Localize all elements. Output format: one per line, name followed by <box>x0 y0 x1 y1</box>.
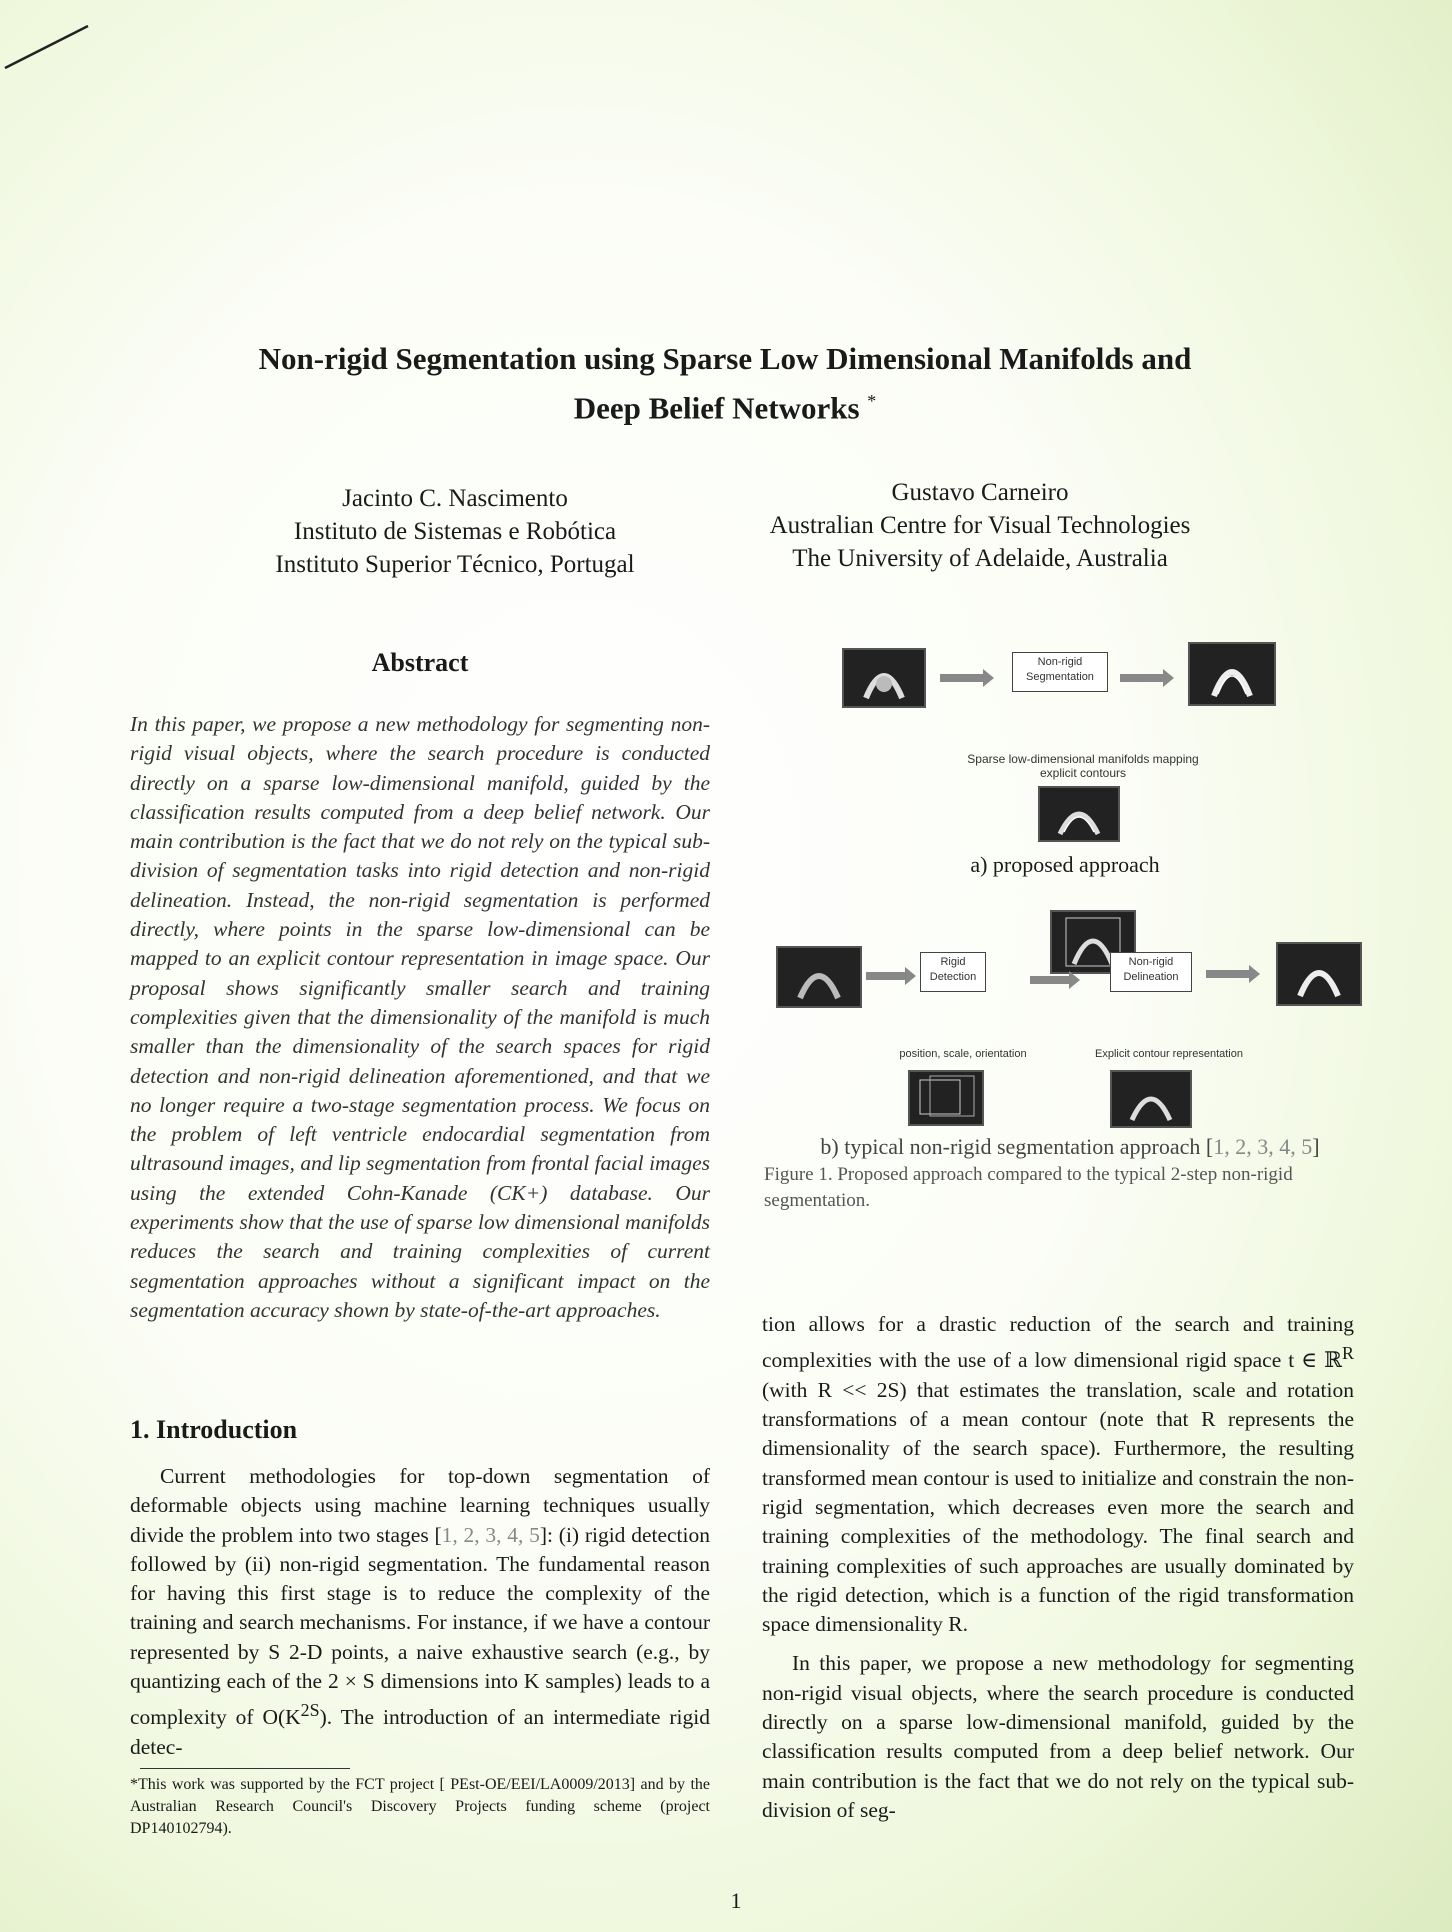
nonrigid-delineation-box: Non-rigid Delineation <box>1110 952 1192 992</box>
author-affiliation: Instituto Superior Técnico, Portugal <box>275 551 635 578</box>
paragraph: In this paper, we propose a new methodology for segmenting non-rigid visual objects, where the search procedure is conducted directly on a sparse low-dimensional manifold, guided by the classification results computed from a deep belief network. Our main contribution is the fact that we do not rely on the typical sub-division of seg- <box>762 1651 1354 1822</box>
author-affiliation: Instituto de Sistemas e Robótica <box>293 518 617 545</box>
introduction-text <box>130 1462 710 1762</box>
rigid-detection-box: Rigid Detection <box>920 952 986 992</box>
explicit-contour-label: Explicit contour representation <box>1095 1048 1243 1060</box>
manifold-label: Sparse low-dimensional manifolds mapping explicit contours <box>967 752 1199 780</box>
author-block-2 <box>710 476 1250 575</box>
abstract-text: In this paper, we propose a new methodology for segmenting non-rigid visual objects, where the search procedure is conducted directly on a sparse low-dimensional manifold, guided by the classification results computed from a deep belief network. Our main contribution is the fact that we do not rely on the typical sub-division of segmentation tasks into rigid detection and non-rigid delineation. Instead, the non-rigid segmentation is performed directly, where points in the sparse low-dimensional can be mapped to an explicit contour representation in image space. Our proposal shows significantly smaller search and training complexities given that the dimensionality of the manifold is much smaller than the dimensionality of the search spaces for rigid detection and non-rigid delineation aforementioned, and that we no longer require a two-stage segmentation process. We focus on the problem of left ventricle endocardial segmentation from ultrasound images, and lip segmentation from frontal facial images using the extended Cohn-Kanade (CK+) database. Our experiments show that the use of sparse low dimensional manifolds reduces the search and training complexities of current segmentation approaches without a significant impact on the segmentation accuracy shown by state-of-the-art approaches. <box>130 712 710 1322</box>
author-name: Jacinto C. Nascimento <box>342 485 568 512</box>
title-footnote-mark: * <box>867 391 877 411</box>
paragraph: tion allows for a drastic reduction of the search and training complexities with the use of a low dimensional rigid space t ∈ ℝ$^R$ (with R << 2S) that estimates the translation, scale and rotation transformations of a mean contour (note that R represents the dimensionality of the search space). Furthermore, the resulting transformed mean contour is used to initialize and constrain the non-rigid segmentation, which decreases even more the search and training complexities of the methodology. The final search and training complexities of such approaches are usually dominated by the rigid detection, which is a function of the rigid transformation space dimensionality R. <box>762 1312 1354 1637</box>
intro-paragraph: Current methodologies for top-down segmentation of deformable objects using machine learning techniques usually divide the problem into two stages [1, 2, 3, 4, 5]: (i) rigid detection followed by (ii) non-rigid segmentation. The fundamental reason for having this first stage is to reduce the complexity of the training and search mechanisms. For instance, if we have a contour represented by S 2-D points, a naive exhaustive search (e.g., by quantizing each of the 2 × S dimensions into K samples) leads to a complexity of $O(K^{2S})$. The introduction of an intermediate rigid detec- <box>130 1464 710 1759</box>
section-heading-introduction: 1. Introduction <box>130 1415 298 1444</box>
page-number: 1 <box>730 1888 742 1913</box>
manifold-image <box>1038 786 1120 842</box>
author-block-1 <box>210 482 700 581</box>
figure-caption-b: b) typical non-rigid segmentation approach [1, 2, 3, 4, 5] <box>820 1134 1320 1159</box>
flow-arrow <box>1206 970 1250 978</box>
title-line-1: Non-rigid Segmentation using Sparse Low Dimensional Manifolds and <box>258 341 1192 376</box>
pen-mark <box>0 18 100 78</box>
footnote-divider <box>140 1768 350 1769</box>
author-affiliation: The University of Adelaide, Australia <box>792 545 1168 572</box>
paper-title <box>150 338 1300 429</box>
flow-arrow <box>1120 674 1164 682</box>
author-affiliation: Australian Centre for Visual Technologies <box>769 512 1191 539</box>
title-line-2: Deep Belief Networks <box>573 390 860 426</box>
flow-arrow <box>866 972 906 980</box>
ultrasound-input-image <box>842 648 926 708</box>
ultrasound-output-image <box>1188 642 1276 706</box>
flow-arrow <box>940 674 984 682</box>
flow-arrow <box>1030 976 1070 984</box>
abstract-heading: Abstract <box>371 648 469 677</box>
footnote: *This work was supported by the FCT project [ PEst-OE/EEI/LA0009/2013] and by the Australian Research Council's Discovery Projects funding scheme (project DP140102794). <box>130 1776 710 1837</box>
citation-refs: 1, 2, 3, 4, 5 <box>441 1522 540 1547</box>
ultrasound-output-image <box>1276 942 1362 1006</box>
citation-refs: 1, 2, 3, 4, 5 <box>1213 1134 1313 1159</box>
figure-caption-a: a) proposed approach <box>970 852 1160 877</box>
nonrigid-segmentation-box: Non-rigid Segmentation <box>1012 652 1108 692</box>
ultrasound-input-image <box>776 946 862 1008</box>
rigid-boxes-image <box>908 1070 984 1126</box>
figure-caption: Figure 1. Proposed approach compared to the typical 2-step non-rigid segmentation. <box>764 1164 1293 1211</box>
contour-image <box>1110 1070 1192 1128</box>
position-scale-orientation-label: position, scale, orientation <box>899 1048 1027 1060</box>
right-column-text <box>762 1310 1354 1825</box>
author-name: Gustavo Carneiro <box>891 479 1069 506</box>
